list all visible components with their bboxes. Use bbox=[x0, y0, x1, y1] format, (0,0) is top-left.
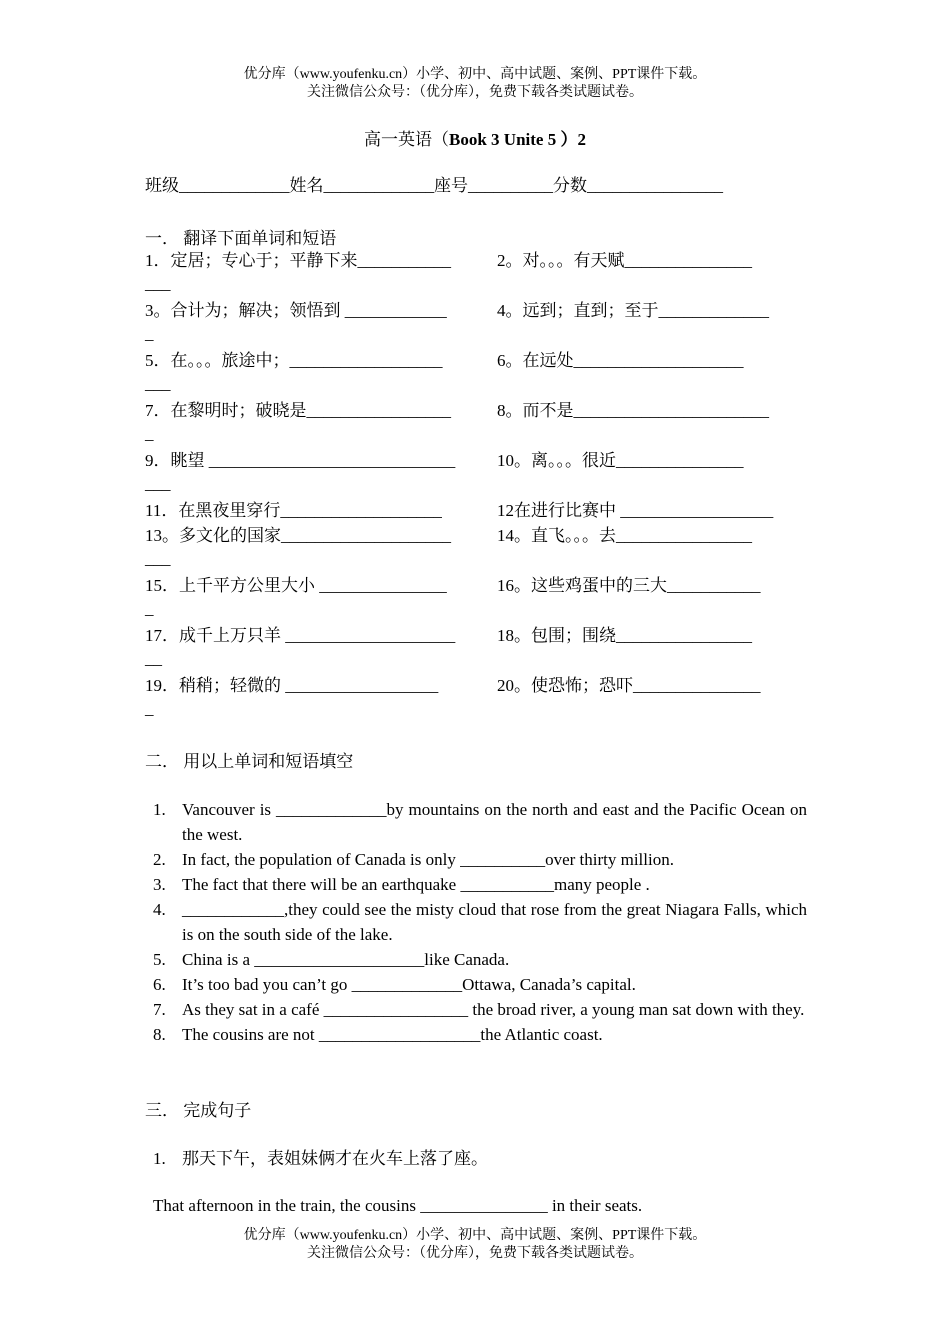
header-line-1: 优分库（www.youfenku.cn）小学、初中、高中试题、案例、PPT课件下载。 bbox=[243, 67, 707, 82]
page-title bbox=[0, 125, 950, 150]
vocab-row bbox=[145, 299, 807, 323]
list-item bbox=[153, 1146, 807, 1171]
page-header bbox=[0, 66, 950, 102]
vocab-row-tail: ___ bbox=[145, 474, 171, 493]
student-info-line: 班级_____________姓名_____________座号__________分数________________ bbox=[145, 176, 723, 195]
vocab-item: 3。合计为；解决；领悟到 ____________ bbox=[145, 301, 447, 320]
vocab-row-tail: ___ bbox=[145, 549, 171, 568]
item-number: 6. bbox=[153, 975, 166, 994]
list-item bbox=[153, 997, 807, 1022]
vocab-item: 2。对。。。有天赋_______________ bbox=[497, 251, 752, 270]
vocab-item: 6。在远处____________________ bbox=[497, 351, 744, 370]
vocab-item: 12在进行比赛中 __________________ bbox=[497, 501, 774, 520]
footer-line-2: 关注微信公众号：（优分库），免费下载各类试题试卷。 bbox=[307, 1246, 643, 1261]
fill-in-list bbox=[153, 797, 807, 1047]
sentence-list bbox=[153, 1146, 807, 1171]
vocab-item: 16。这些鸡蛋中的三大___________ bbox=[497, 576, 761, 595]
list-item bbox=[153, 1022, 807, 1047]
vocab-item: 19．稍稍；轻微的 __________________ bbox=[145, 676, 439, 695]
item-number: 2. bbox=[153, 850, 166, 869]
item-text: In fact, the population of Canada is only __________over thirty million. bbox=[182, 850, 674, 869]
item-text: 那天下午，表姐妹俩才在火车上落了座。 bbox=[182, 1149, 488, 1168]
vocab-row bbox=[145, 349, 807, 373]
vocab-row-tail: ___ bbox=[145, 374, 171, 393]
vocab-row-tail: __ bbox=[145, 649, 162, 668]
vocab-row bbox=[145, 674, 807, 698]
vocab-row-tail: _ bbox=[145, 424, 154, 443]
vocab-item: 17．成千上万只羊 ____________________ bbox=[145, 626, 456, 645]
title-prefix: 高一英语（ bbox=[364, 130, 450, 149]
vocab-row-tail: _ bbox=[145, 699, 154, 718]
item-number: 5. bbox=[153, 950, 166, 969]
vocab-item: 15．上千平方公里大小 _______________ bbox=[145, 576, 447, 595]
vocab-item: 14。直飞。。。去________________ bbox=[497, 526, 752, 545]
vocab-item: 7．在黎明时；破晓是_________________ bbox=[145, 401, 451, 420]
vocab-item: 4。远到；直到；至于_____________ bbox=[497, 301, 769, 320]
item-text: Vancouver is _____________by mountains on the north and east and the Pacific Ocean on the west. bbox=[182, 800, 807, 844]
item-number: 8. bbox=[153, 1025, 166, 1044]
vocab-row-tail: _ bbox=[145, 599, 154, 618]
vocab-item: 13。多文化的国家____________________ bbox=[145, 526, 451, 545]
vocab-row-tail: _ bbox=[145, 324, 154, 343]
item-text: It’s too bad you can’t go _____________Ottawa, Canada’s capital. bbox=[182, 975, 636, 994]
header-line-2: 关注微信公众号：（优分库），免费下载各类试题试卷。 bbox=[307, 85, 643, 100]
vocab-row bbox=[145, 449, 807, 473]
list-item bbox=[153, 797, 807, 847]
vocab-item: 11．在黑夜里穿行___________________ bbox=[145, 501, 442, 520]
vocab-item: 5．在。。。旅途中；__________________ bbox=[145, 351, 443, 370]
vocab-item: 1．定居；专心于；平静下来___________ bbox=[145, 251, 451, 270]
list-item bbox=[153, 947, 807, 972]
item-number: 3. bbox=[153, 875, 166, 894]
section2-heading: 二． 用以上单词和短语填空 bbox=[145, 752, 354, 771]
item-number: 1. bbox=[153, 800, 166, 819]
section1-heading: 一． 翻译下面单词和短语 bbox=[145, 229, 337, 248]
footer-line-1: 优分库（www.youfenku.cn）小学、初中、高中试题、案例、PPT课件下载。 bbox=[243, 1228, 707, 1243]
page-footer bbox=[0, 1227, 950, 1263]
title-bold: Book 3 Unite 5 ）2 bbox=[449, 130, 586, 149]
vocab-row bbox=[145, 574, 807, 598]
vocab-row bbox=[145, 499, 807, 523]
vocab-row-tail: ___ bbox=[145, 274, 171, 293]
item-text: The fact that there will be an earthquake ___________many people . bbox=[182, 875, 650, 894]
item-number: 4. bbox=[153, 900, 166, 919]
item-text: China is a ____________________like Canada. bbox=[182, 950, 510, 969]
list-item bbox=[153, 897, 807, 947]
vocab-row bbox=[145, 399, 807, 423]
vocab-item: 10。离。。。很近_______________ bbox=[497, 451, 744, 470]
vocab-item: 9．眺望 _____________________________ bbox=[145, 451, 456, 470]
item-text: As they sat in a café _________________ the broad river, a young man sat down with they. bbox=[182, 1000, 805, 1019]
answer-line: That afternoon in the train, the cousins _______________ in their seats. bbox=[153, 1196, 643, 1215]
list-item bbox=[153, 972, 807, 997]
vocab-item: 8。而不是_______________________ bbox=[497, 401, 769, 420]
vocab-row bbox=[145, 524, 807, 548]
vocab-item: 18。包围；围绕________________ bbox=[497, 626, 752, 645]
item-text: The cousins are not ___________________the Atlantic coast. bbox=[182, 1025, 603, 1044]
item-text: ____________,they could see the misty cloud that rose from the great Niagara Falls, which is on the south side of the lake. bbox=[182, 900, 807, 944]
item-number: 1. bbox=[153, 1149, 166, 1168]
vocab-row bbox=[145, 624, 807, 648]
vocab-row bbox=[145, 249, 807, 273]
vocab-item: 20。使恐怖；恐吓_______________ bbox=[497, 676, 761, 695]
item-number: 7. bbox=[153, 1000, 166, 1019]
list-item bbox=[153, 847, 807, 872]
section3-heading: 三． 完成句子 bbox=[145, 1101, 252, 1120]
list-item bbox=[153, 872, 807, 897]
